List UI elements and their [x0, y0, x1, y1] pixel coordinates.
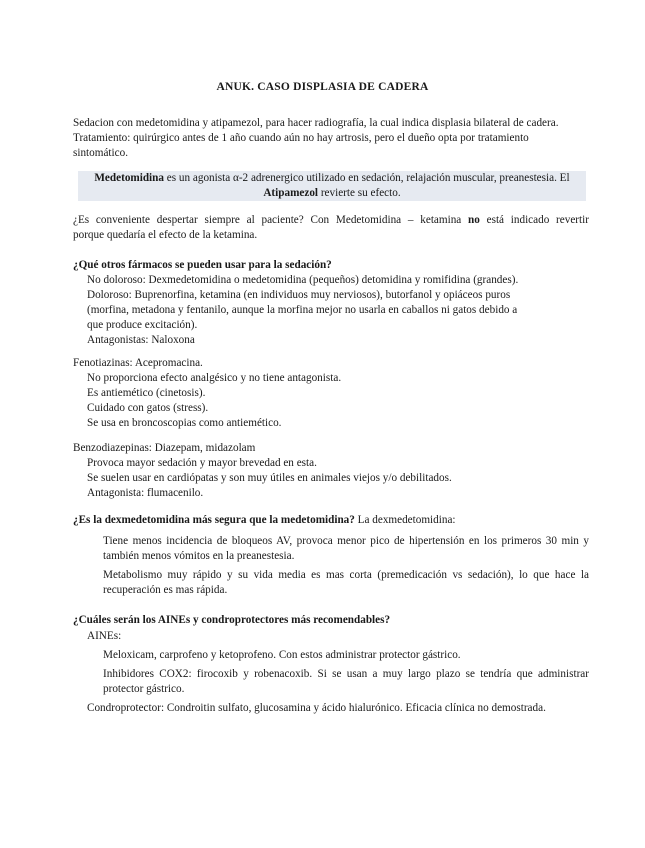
paragraph-line: también menos vómitos en la preanestesia. — [103, 550, 295, 562]
list-item: No doloroso: Dexmedetomidina o medetomidina (pequeños) detomidina y romifidina (grandes). — [87, 274, 519, 286]
intro-paragraph — [73, 116, 589, 161]
question-emphasis: no — [468, 214, 480, 226]
list-item: Se suelen usar en cardiópatas y son muy útiles en animales viejos y/o debilitados. — [87, 472, 452, 484]
highlight-text: revierte su efecto. — [318, 187, 401, 199]
paragraph-line: recuperación es mas rápida. — [103, 584, 228, 596]
list-item: Antagonista: flumacenilo. — [87, 487, 204, 499]
highlight-term: Atipamezol — [263, 187, 319, 199]
section-heading: ¿Qué otros fármacos se pueden usar para la sedación? — [73, 259, 332, 271]
list-item: Antagonistas: Naloxona — [87, 334, 195, 346]
list-item: que produce excitación). — [87, 319, 198, 331]
paragraph-line: Inhibidores COX2: firocoxib y robenacoxib. Si se usan a muy largo plazo se tendría que administrar — [103, 668, 589, 680]
page-title: ANUK. CASO DISPLASIA DE CADERA — [216, 81, 429, 93]
highlight-term: Medetomidina — [94, 172, 164, 184]
question-text: está indicado revertir — [479, 214, 589, 226]
list-item: Provoca mayor sedación y mayor brevedad en esta. — [87, 457, 317, 469]
paragraph-line: Tiene menos incidencia de bloqueos AV, provoca menor pico de hipertensión en los primeros 30 min y — [103, 535, 589, 547]
paragraph-line: Meloxicam, carprofeno y ketoprofeno. Con estos administrar protector gástrico. — [103, 649, 461, 661]
section-aines — [73, 613, 589, 716]
list-item: No proporciona efecto analgésico y no tiene antagonista. — [87, 372, 342, 384]
list-item: (morfina, metadona y fentanilo, aunque la morfina mejor no usarla en caballos ni gatos debido a — [87, 304, 518, 316]
section-dexmedetomidina — [73, 513, 589, 598]
list-item: Es antiemético (cinetosis). — [87, 387, 206, 399]
question-text: porque quedaría el efecto de la ketamina. — [73, 229, 258, 241]
subsection-label: AINEs: — [87, 630, 122, 642]
intro-line: sintomático. — [73, 147, 128, 159]
paragraph-line: Condroprotector: Condroitin sulfato, glucosamina y ácido hialurónico. Eficacia clínica no demostrada. — [87, 702, 546, 714]
section-heading: ¿Es la dexmedetomidina más segura que la medetomidina? — [73, 514, 355, 526]
highlight-box — [78, 171, 586, 201]
intro-line: Sedacion con medetomidina y atipamezol, para hacer radiografía, la cual indica displasia bilateral de cadera. — [73, 117, 559, 129]
paragraph-line: protector gástrico. — [103, 683, 185, 695]
section-sedacion — [73, 258, 589, 348]
list-item: Doloroso: Buprenorfina, ketamina (en individuos muy nerviosos), butorfanol y opiáceos puros — [87, 289, 511, 301]
question-despertar — [73, 213, 589, 243]
question-text: ¿Es conveniente despertar siempre al paciente? Con Medetomidina – ketamina — [73, 214, 469, 226]
section-fenotiazinas — [73, 356, 589, 431]
section-benzodiazepinas — [73, 441, 589, 501]
list-item: Cuidado con gatos (stress). — [87, 402, 209, 414]
section-heading: Benzodiazepinas: Diazepam, midazolam — [73, 442, 256, 454]
section-heading: Fenotiazinas: Acepromacina. — [73, 357, 203, 369]
intro-line: Tratamiento: quirúrgico antes de 1 año cuando aún no hay artrosis, pero el dueño opta por tratamiento — [73, 132, 529, 144]
section-heading-tail: La dexmedetomidina: — [354, 514, 456, 526]
paragraph-line: Metabolismo muy rápido y su vida media es mas corta (premedicación vs sedación), lo que hace la — [103, 569, 589, 581]
section-heading: ¿Cuáles serán los AINEs y condroprotectores más recomendables? — [73, 614, 391, 626]
list-item: Se usa en broncoscopias como antiemético. — [87, 417, 282, 429]
highlight-text: es un agonista α-2 adrenergico utilizado en sedación, relajación muscular, preanestesia. El — [163, 172, 570, 184]
